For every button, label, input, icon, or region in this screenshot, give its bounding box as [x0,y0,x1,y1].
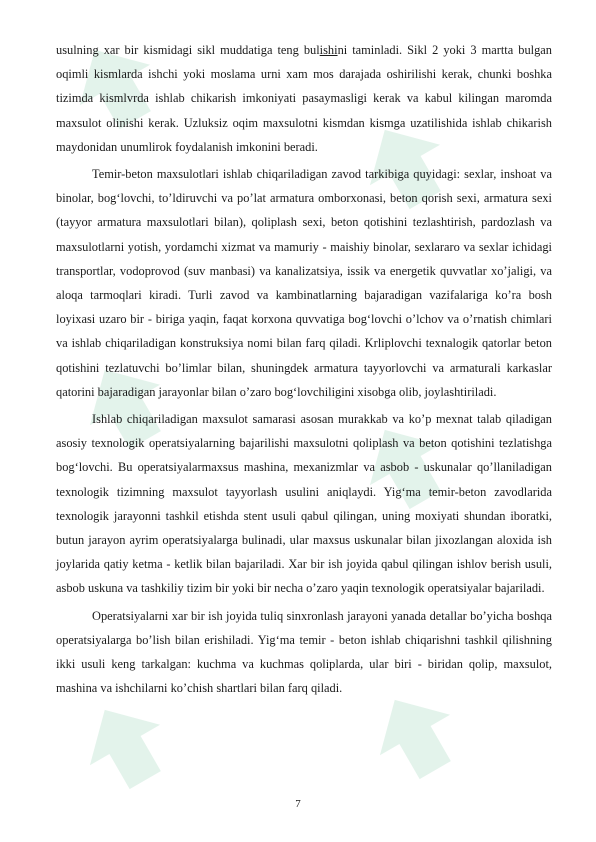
arrow-logo-icon [80,700,170,790]
paragraph-1-underlined-text: ishi [319,43,338,57]
paragraph-1-text-end: ni taminladi. Sikl 2 yoki 3 martta bulgan oqimli kismlarda ishchi yoki moslama urni xam mos darajada oshirilishi kerak, chunki boshka tizimda kismlvrda ishlab chikarish imkoniyati pasaymasligi kerak va kabul kilingan maromda maxsulot olinishi kerak. Uzluksiz oqim maxsulotni kismdan kismga uzatilishida ishlab chikarish maydonidan unumlirok foydalanish imkonini beradi. [56,43,552,154]
paragraph-2: Temir-beton maxsulotlari ishlab chiqariladigan zavod tarkibiga quyidagi: sexlar, inshoat va binolar, bog‘lovchi, to’ldiruvchi va po’lat armatura omborxonasi, beton qorish sexi, armatura sexi (tayyor armatura maxsulotlari bilan), qoliplash sexi, beton qotishini tezlashtirish, pardozlash va maxsulotlarni yotish, yordamchi xizmat va mamuriy - maishiy binolar, sexlararo va sexlar ichidagi transportlar, vodoprovod (suv manbasi) va kanalizatsiya, issik va energetik quvvatlar xo’jaligi, va aloqa tarmoqlari kiradi. Turli zavod va kambinatlarning bajaradigan vazifalariga ko’ra bosh loyixasi uzaro bir - biriga yaqin, faqat korxona quvvatiga bog‘lovchi o’lchov va o’rnatish chimlari va ishlab chiqariladigan konstruksiya nomi bilan farq qiladi. Krliplovchi texnalogik qatorlar beton qotishini tezlatuvchi bo’limlar bilan, shuningdek armatura tayyorlovchi va armaturali karkaslar qatorini bajaradigan jarayonlar bilan o’zaro bog‘lovchiligini xisobga olib, joylashtiriladi. [56,167,552,399]
paragraph-3: Ishlab chiqariladigan maxsulot samarasi asosan murakkab va ko’p mexnat talab qiladigan asosiy texnologik operatsiyalarning bajarilishi maxsulotni qoliplash va beton qotishini tezlatishga bog‘lovchi. Bu operatsiyalarmaxsus mashina, mexanizmlar va asbob - uskunalar qo’llaniladigan texnologik tizimning maxsulot tayyorlash usulini aniqlaydi. Yig‘ma temir-beton zavodlarida texnologik jarayonni tashkil etishda stent usuli qabul qilingan, uning moxiyati shundan iboratki, butun jarayon ayrim operatsiyalarga bulinadi, ular maxsus uskunalar bilan jixozlangan aloxida ish joylarida qatiy ketma - ketlik bilan bajariladi. Xar bir ish joyida qabul qilingan ishlov berish usuli, asbob uskuna va tashkiliy tizim bir yoki bir necha o’zaro yaqin texnologik operatsiyalar bajariladi. [56,412,552,596]
arrow-logo-icon [370,690,460,780]
page-number: 7 [295,798,301,810]
paragraph-4: Operatsiyalarni xar bir ish joyida tuliq sinxronlash jarayoni yanada detallar bo’yicha boshqa operatsiyalarga bo’lish bilan erishiladi. Yig‘ma temir - beton ishlab chiqarishni tashkil qilishning ikki usuli keng tarkalgan: kuchma va kuchmas qoliplarda, ular biri - biridan qolip, maxsulot, mashina va ishchilarni ko’chish shartlari bilan farq qiladi. [56,608,552,696]
paragraph-1 [56,38,552,159]
paragraph-1-text-start: usulning xar bir kismidagi sikl muddatiga teng bul [56,43,320,57]
document-body [56,38,552,700]
